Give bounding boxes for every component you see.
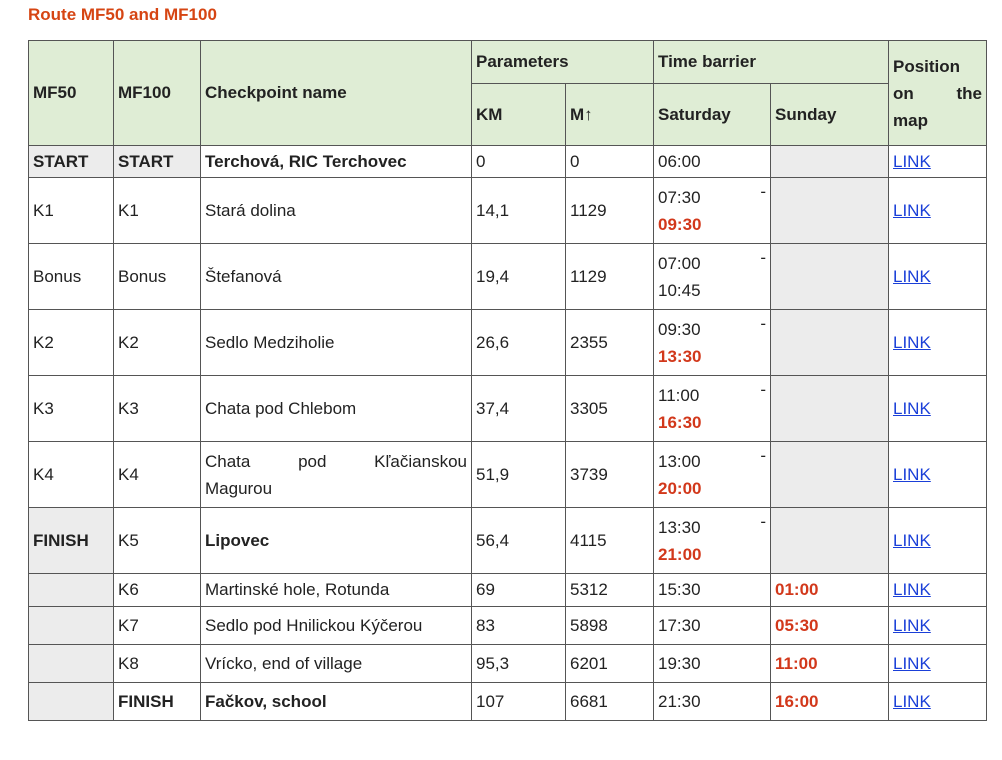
cell-m: 2355 (566, 310, 654, 376)
cell-m: 3305 (566, 376, 654, 442)
cell-saturday (654, 310, 771, 376)
range-dash: - (760, 314, 766, 333)
time-start: 13:30 (658, 517, 701, 537)
cell-km: 26,6 (472, 310, 566, 376)
cell-km: 51,9 (472, 442, 566, 508)
cell-position (889, 146, 987, 178)
header-m-label: M (570, 104, 585, 124)
cell-mf50: FINISH (29, 508, 114, 574)
time-end: 10:45 (658, 280, 701, 300)
cell-mf50 (29, 683, 114, 721)
cell-sunday: 16:00 (771, 683, 889, 721)
cell-mf100: K1 (114, 178, 201, 244)
table-row (29, 607, 987, 645)
header-sunday: Sunday (771, 84, 889, 146)
cell-saturday (654, 442, 771, 508)
cell-m: 3739 (566, 442, 654, 508)
map-link[interactable]: LINK (893, 398, 931, 418)
cell-sunday: 01:00 (771, 574, 889, 607)
cell-mf100: START (114, 146, 201, 178)
header-position (889, 41, 987, 146)
page-title: Route MF50 and MF100 (28, 5, 217, 24)
table-row (29, 442, 987, 508)
cell-checkpoint-name: Sedlo Medziholie (201, 310, 472, 376)
cell-sunday (771, 442, 889, 508)
cell-position (889, 376, 987, 442)
map-link[interactable]: LINK (893, 580, 931, 599)
time-end: 20:00 (658, 478, 702, 498)
cell-km: 37,4 (472, 376, 566, 442)
cell-km: 19,4 (472, 244, 566, 310)
header-position-the: the (956, 83, 982, 103)
cell-sunday: 05:30 (771, 607, 889, 645)
table-row (29, 376, 987, 442)
header-time-barrier: Time barrier (654, 41, 889, 84)
table-row (29, 508, 987, 574)
cell-position (889, 508, 987, 574)
cell-mf50: START (29, 146, 114, 178)
cell-mf100: Bonus (114, 244, 201, 310)
cell-km: 83 (472, 607, 566, 645)
map-link[interactable]: LINK (893, 464, 931, 484)
header-position-map: map (893, 110, 928, 130)
header-km: KM (472, 84, 566, 146)
cell-checkpoint-name: Fačkov, school (201, 683, 472, 721)
map-link[interactable]: LINK (893, 266, 931, 286)
range-dash: - (760, 446, 766, 465)
cell-m: 6201 (566, 645, 654, 683)
cell-m: 5312 (566, 574, 654, 607)
cell-saturday: 06:00 (654, 146, 771, 178)
cell-position (889, 607, 987, 645)
table-row (29, 178, 987, 244)
cell-checkpoint-name: Martinské hole, Rotunda (201, 574, 472, 607)
cell-mf100: K4 (114, 442, 201, 508)
time-end: 09:30 (658, 214, 702, 234)
range-dash: - (760, 512, 766, 531)
range-dash: - (760, 248, 766, 267)
cell-mf50: K3 (29, 376, 114, 442)
cell-sunday (771, 146, 889, 178)
cell-km: 69 (472, 574, 566, 607)
cell-sunday (771, 310, 889, 376)
cell-position (889, 683, 987, 721)
map-link[interactable]: LINK (893, 653, 931, 673)
cell-position (889, 442, 987, 508)
time-end: 16:30 (658, 412, 702, 432)
cell-position (889, 310, 987, 376)
cell-position (889, 178, 987, 244)
cell-checkpoint-name: Štefanová (201, 244, 472, 310)
cell-position (889, 574, 987, 607)
cell-m: 0 (566, 146, 654, 178)
header-mf50: MF50 (29, 41, 114, 146)
map-link[interactable]: LINK (893, 332, 931, 352)
cell-mf100: K2 (114, 310, 201, 376)
cell-mf50: K4 (29, 442, 114, 508)
cell-saturday: 17:30 (654, 607, 771, 645)
cell-mf100: K5 (114, 508, 201, 574)
time-start: 09:30 (658, 319, 701, 339)
cell-checkpoint-name: Terchová, RIC Terchovec (201, 146, 472, 178)
header-position-on: on (893, 83, 914, 103)
cell-sunday (771, 244, 889, 310)
cell-checkpoint-name: Sedlo pod Hnilickou Kýčerou (201, 607, 472, 645)
cell-checkpoint-name: Stará dolina (201, 178, 472, 244)
cell-km: 0 (472, 146, 566, 178)
cell-mf50: K1 (29, 178, 114, 244)
cell-km: 95,3 (472, 645, 566, 683)
cell-mf50: Bonus (29, 244, 114, 310)
range-dash: - (760, 182, 766, 201)
header-mf100: MF100 (114, 41, 201, 146)
cell-saturday: 21:30 (654, 683, 771, 721)
cell-mf100: K7 (114, 607, 201, 645)
cell-checkpoint-name: Lipovec (201, 508, 472, 574)
table-row (29, 244, 987, 310)
cell-mf100: K6 (114, 574, 201, 607)
table-row (29, 310, 987, 376)
time-end: 13:30 (658, 346, 702, 366)
cell-m: 5898 (566, 607, 654, 645)
cell-m: 6681 (566, 683, 654, 721)
time-start: 11:00 (658, 385, 700, 405)
header-parameters: Parameters (472, 41, 654, 84)
arrow-up-icon: ↑ (584, 104, 593, 124)
map-link[interactable]: LINK (893, 151, 931, 171)
cell-sunday (771, 178, 889, 244)
cell-saturday (654, 244, 771, 310)
header-checkpoint-name: Checkpoint name (201, 41, 472, 146)
route-table (28, 40, 987, 721)
cell-m: 4115 (566, 508, 654, 574)
cell-saturday: 19:30 (654, 645, 771, 683)
cell-km: 14,1 (472, 178, 566, 244)
map-link[interactable]: LINK (893, 691, 931, 711)
time-start: 07:00 (658, 253, 701, 273)
header-position-word: Position (893, 56, 961, 76)
cell-km: 107 (472, 683, 566, 721)
cell-position (889, 244, 987, 310)
cell-checkpoint-name: Chata pod Chlebom (201, 376, 472, 442)
cell-mf50 (29, 574, 114, 607)
cell-mf100: FINISH (114, 683, 201, 721)
map-link[interactable]: LINK (893, 530, 931, 550)
cell-saturday (654, 178, 771, 244)
table-row (29, 146, 987, 178)
time-end: 21:00 (658, 544, 702, 564)
cell-m: 1129 (566, 244, 654, 310)
cell-sunday: 11:00 (771, 645, 889, 683)
cell-checkpoint-name (201, 442, 472, 508)
cell-saturday (654, 508, 771, 574)
map-link[interactable]: LINK (893, 200, 931, 220)
table-row (29, 645, 987, 683)
cell-checkpoint-name: Vrícko, end of village (201, 645, 472, 683)
cell-sunday (771, 508, 889, 574)
cell-mf50 (29, 607, 114, 645)
cell-m: 1129 (566, 178, 654, 244)
map-link[interactable]: LINK (893, 615, 931, 635)
checkpoint-name-line2: Magurou (205, 478, 273, 498)
range-dash: - (760, 380, 766, 399)
cell-saturday (654, 376, 771, 442)
time-start: 13:00 (658, 451, 701, 471)
cell-saturday: 15:30 (654, 574, 771, 607)
cell-mf100: K8 (114, 645, 201, 683)
header-saturday: Saturday (654, 84, 771, 146)
cell-mf100: K3 (114, 376, 201, 442)
time-start: 07:30 (658, 187, 701, 207)
cell-position (889, 645, 987, 683)
header-m (566, 84, 654, 146)
cell-sunday (771, 376, 889, 442)
table-row (29, 683, 987, 721)
checkpoint-name-line1: Chata pod Kľačianskou (205, 451, 467, 471)
cell-mf50: K2 (29, 310, 114, 376)
cell-mf50 (29, 645, 114, 683)
table-row (29, 574, 987, 607)
cell-km: 56,4 (472, 508, 566, 574)
